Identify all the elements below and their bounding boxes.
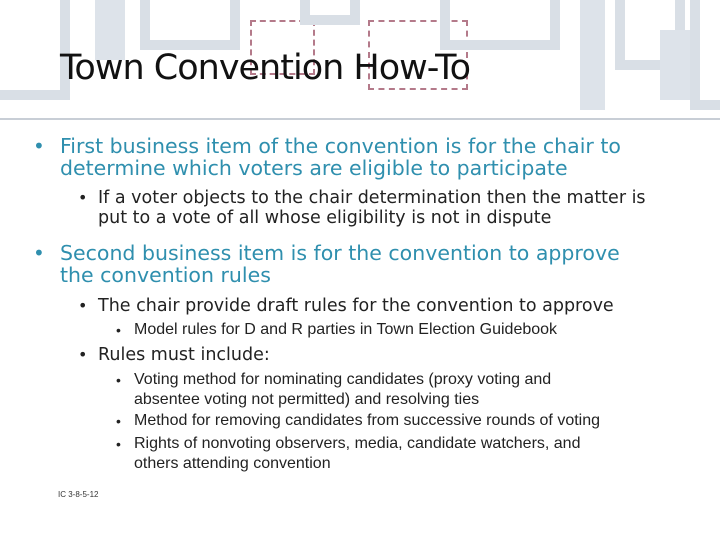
bullet-1-1-line-1: If a voter objects to the chair determination then the matter is xyxy=(98,188,646,208)
bullet-2-1-1-line-1: Model rules for D and R parties in Town Election Guidebook xyxy=(134,321,558,338)
bullet-2-1-line-1: The chair provide draft rules for the convention to approve xyxy=(98,296,614,316)
bullet-2-2-line-1: Rules must include: xyxy=(98,345,270,365)
bullet-dot-icon: • xyxy=(33,241,45,265)
bullet-2-line-1: Second business item is for the convention to approve xyxy=(60,241,620,265)
bullet-2-2-3 xyxy=(116,434,581,474)
bullet-2-2-3-line-1: Rights of nonvoting observers, media, candidate watchers, and xyxy=(134,435,581,452)
bullet-dot-icon: • xyxy=(116,372,121,388)
bullet-2 xyxy=(33,241,620,287)
bullet-2-2-1 xyxy=(116,370,552,410)
bullet-2-2-1-line-2: absentee voting not permitted) and resolving ties xyxy=(134,391,480,408)
bullet-1-1-line-2: put to a vote of all whose eligibility is not in dispute xyxy=(98,208,552,228)
bullet-1-line-1: First business item of the convention is for the chair to xyxy=(60,134,621,158)
bullet-dot-icon: • xyxy=(116,413,121,429)
bullet-dot-icon: • xyxy=(78,296,88,315)
bullet-2-1-1 xyxy=(116,320,558,340)
bullet-dot-icon: • xyxy=(33,134,45,158)
bullet-dot-icon: • xyxy=(116,436,121,452)
bullet-2-2 xyxy=(78,345,270,365)
slide-title: Town Convention How-To xyxy=(60,48,471,88)
bullet-1-1 xyxy=(78,188,646,228)
citation: IC 3-8-5-12 xyxy=(58,490,99,499)
bullet-dot-icon: • xyxy=(78,188,88,207)
bullet-2-2-2-line-1: Method for removing candidates from successive rounds of voting xyxy=(134,412,601,429)
bullet-2-1 xyxy=(78,296,614,316)
title-divider xyxy=(0,118,720,120)
bullet-2-2-1-line-1: Voting method for nominating candidates (proxy voting and xyxy=(134,371,552,388)
bullet-1-line-2: determine which voters are eligible to participate xyxy=(60,156,568,180)
bullet-2-line-2: the convention rules xyxy=(60,263,271,287)
bullet-dot-icon: • xyxy=(116,322,121,338)
bullet-2-2-3-line-2: others attending convention xyxy=(134,455,331,472)
bullet-dot-icon: • xyxy=(78,345,88,364)
bullet-1 xyxy=(33,134,621,180)
bullet-2-2-2 xyxy=(116,411,601,431)
